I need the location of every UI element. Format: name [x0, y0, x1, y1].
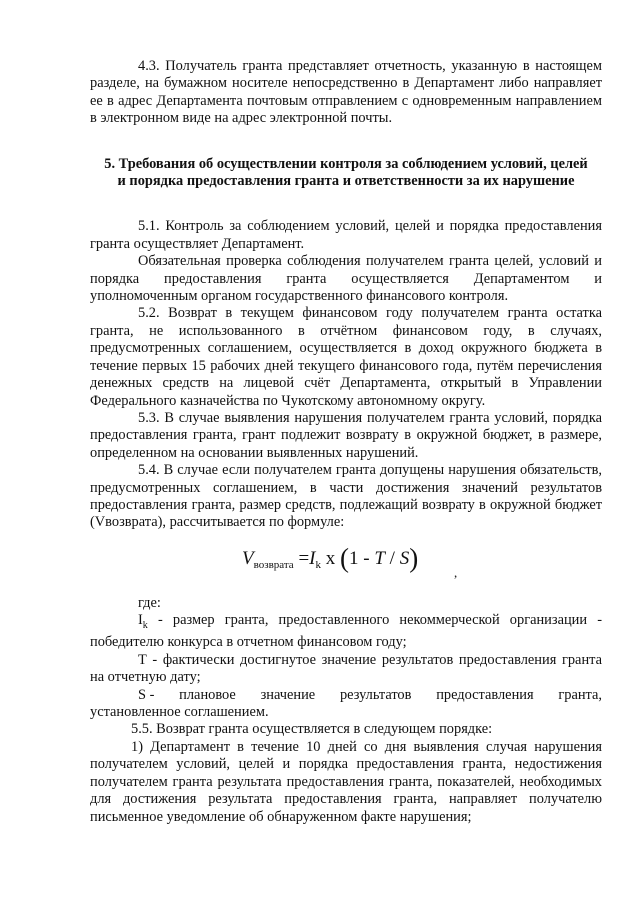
formula-slash: / [384, 547, 400, 569]
definition-ik-symbol: I [138, 612, 143, 629]
formula-v-subscript: возврата [253, 558, 294, 571]
formula-i-subscript: k [315, 558, 321, 571]
paragraph-4-3: 4.3. Получатель гранта представляет отчетность, указанную в настоящем разделе, на бумажном носителе непосредственно в Департамент либо направляет ее в адрес Департамента почтовым отправлением с одновременным направлением в электронном виде на адрес электронной почты. [90, 58, 602, 127]
formula-equals: = [298, 547, 310, 569]
refund-formula [90, 542, 602, 589]
paragraph-5-1-mandatory-check: Обязательная проверка соблюдения получателем гранта целей, условий и порядка предоставления гранта осуществляется Департаментом и уполномоченным органом государственного финансового контроля. [90, 253, 602, 305]
paragraph-5-1: 5.1. Контроль за соблюдением условий, целей и порядка предоставления гранта осуществляет Департамент. [90, 218, 602, 252]
definition-s-word: плановое [179, 686, 236, 703]
formula-multiply: x [325, 547, 336, 569]
definition-ik-text: - размер гранта, предоставленного некоммерческой организации - победителю конкурса в отчетном финансовом году; [90, 612, 602, 651]
formula-t: T [374, 547, 385, 569]
paragraph-5-3: 5.3. В случае выявления нарушения получателем гранта условий, порядка предоставления гранта, грант подлежит возврату в окружной бюджет, в размере, определенном на основании выявленных нарушений. [90, 409, 602, 461]
spacer [90, 190, 602, 218]
definition-s-line-1 [90, 687, 602, 704]
formula-s: S [399, 547, 410, 569]
section-5-title-line-1: 5. Требования об осуществлении контроля за соблюдением условий, целей [104, 155, 588, 172]
formula-v: V [242, 547, 254, 569]
definition-s-word: значение [260, 686, 316, 703]
document-page [90, 58, 602, 826]
section-5-title-line-2: и порядка предоставления гранта и ответственности за их нарушение [117, 173, 575, 190]
spacer [90, 128, 602, 156]
definition-t: Т - фактически достигнутое значение результатов предоставления гранта на отчетную дату; [90, 651, 602, 686]
formula-expression [242, 544, 418, 579]
definition-ik-subscript: k [142, 620, 148, 632]
definition-s-word: гранта, [558, 686, 602, 703]
paragraph-5-5-item-1: 1) Департамент в течение 10 дней со дня выявления случая нарушения получателем условий, целей и порядка предоставления гранта, недостижения получателем гранта результата предоставления гранта, показателей, необходимых для достижения результата предоставления гранта, направляет получателю письменное уведомление об обнаруженном факте нарушения; [90, 738, 602, 825]
paragraph-5-5: 5.5. Возврат гранта осуществляется в следующем порядке: [131, 721, 493, 738]
formula-i: I [309, 547, 316, 569]
definition-s-line-2: установленное соглашением. [90, 704, 269, 721]
definition-s-word: S - [138, 686, 155, 703]
formula-left-paren: ( [340, 542, 349, 573]
paragraph-5-2: 5.2. Возврат в текущем финансовом году получателем гранта остатка гранта, не использованного в отчётном финансовом году, в случаях, предусмотренных соглашением, осуществляется в доход окружного бюджета в течение первых 15 рабочих дней текущего финансового года, путём перечисления денежных средств на лицевой счёт Департамента, открытый в Управлении Федерального казначейства по Чукотскому автономному округу. [90, 305, 602, 409]
formula-one-minus: 1 - [349, 547, 375, 569]
paragraph-5-4: 5.4. В случае если получателем гранта допущены нарушения обязательств, предусмотренных соглашением, в части достижения значений результатов предоставления гранта, размер средств, подлежащий возврату в окружной бюджет (Vвозврата), рассчитывается по формуле: [90, 462, 602, 531]
where-label: где: [138, 594, 161, 611]
definition-ik [90, 612, 602, 652]
definition-s-word: предоставления [436, 686, 534, 703]
definition-s-word: результатов [339, 686, 412, 703]
formula-right-paren: ) [409, 542, 419, 573]
formula-comma: , [454, 564, 458, 580]
